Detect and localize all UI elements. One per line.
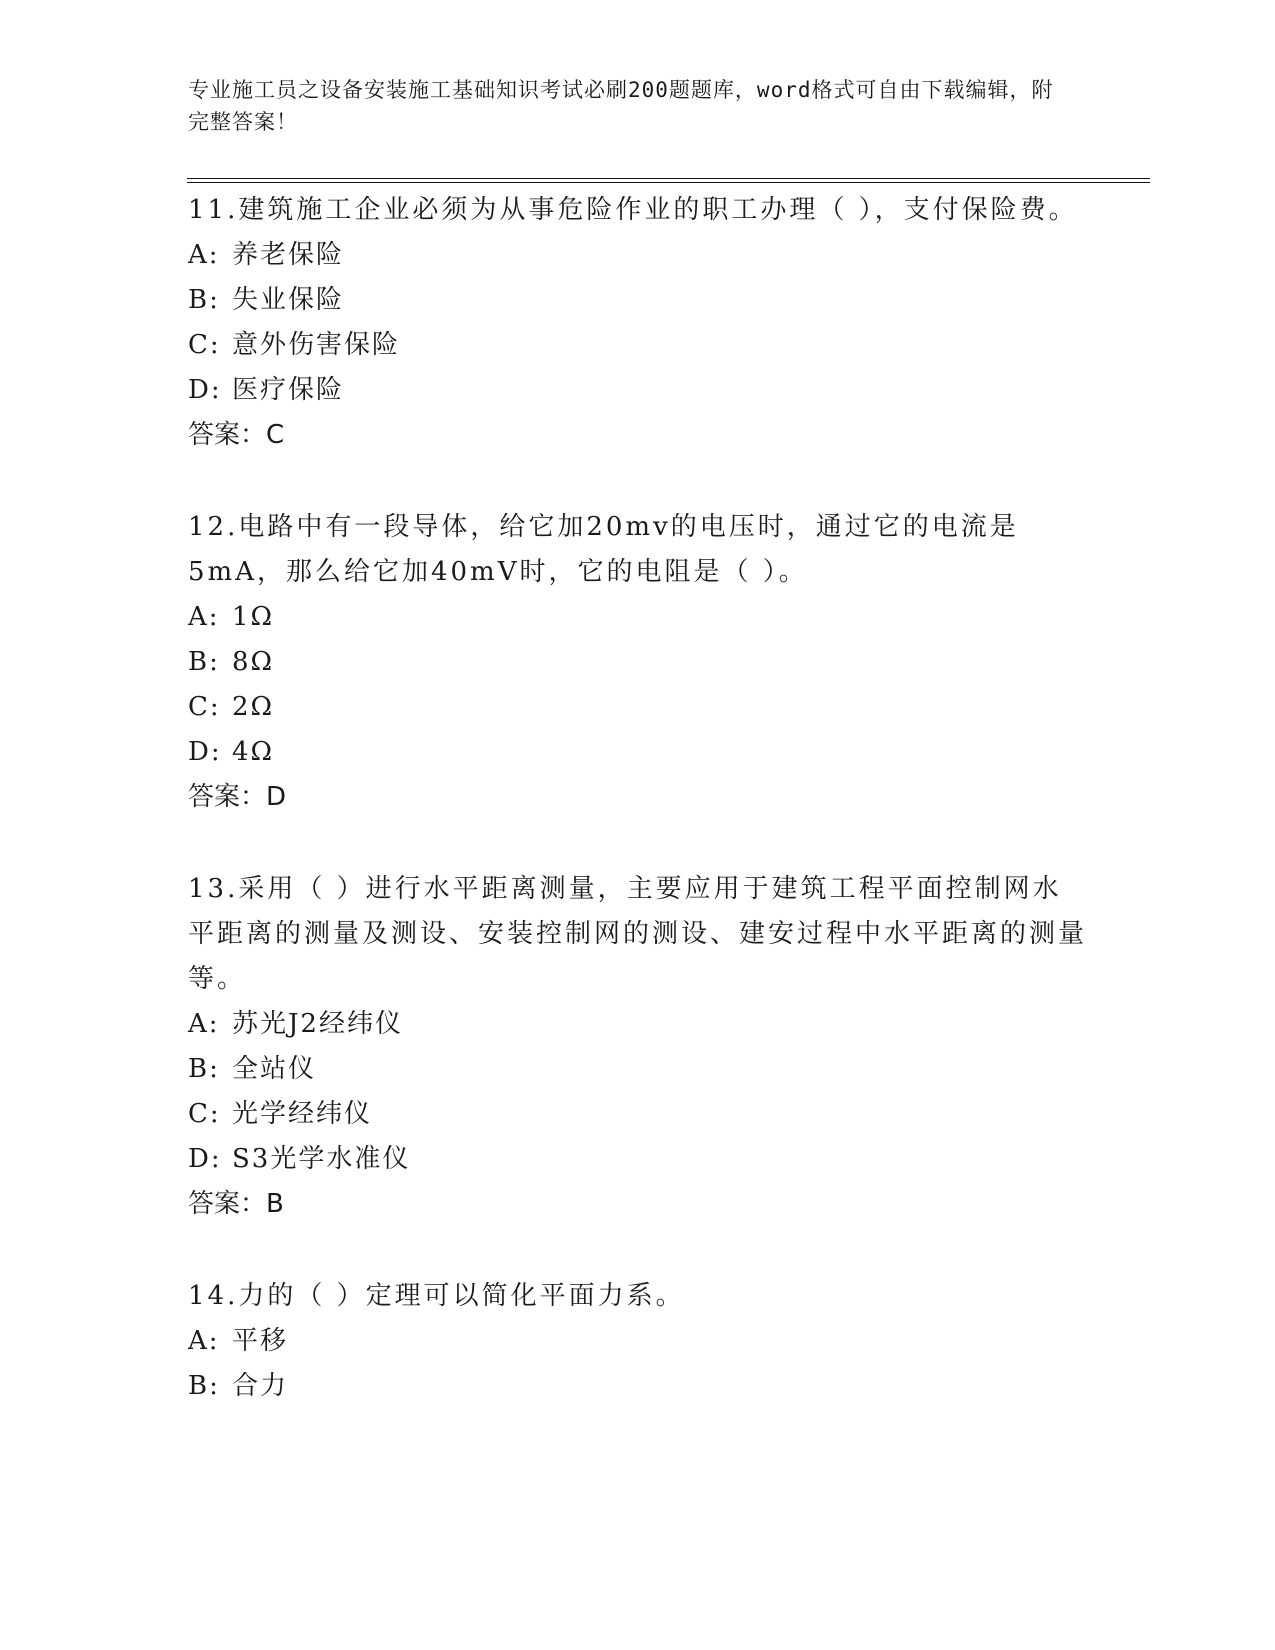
option-c [188,685,1088,730]
question-text: 12.电路中有一段导体，给它加20mv的电压时，通过它的电流是5mA，那么给它加40mV时，它的电阻是（ ）。 [188,512,1019,587]
option-a [188,1319,1088,1364]
question-text: 11.建筑施工企业必须为从事危险作业的职工办理（ ），支付保险费。 [188,195,1078,225]
option-label: D: [188,1144,222,1174]
answer-line: 答案：B [188,1189,284,1219]
option-c [188,1092,1088,1137]
option-text: 养老保险 [232,240,345,270]
answer-line: 答案：C [188,420,285,450]
option-text: 4Ω [232,737,275,767]
option-text: 失业保险 [232,285,345,315]
option-text: 平移 [232,1326,289,1356]
option-label: B: [188,1054,220,1084]
option-b [188,640,1088,685]
option-label: B: [188,647,220,677]
option-label: A: [188,602,220,632]
option-label: B: [188,285,220,315]
option-text: 8Ω [232,647,275,677]
option-d [188,1137,1088,1182]
option-text: 合力 [232,1371,289,1401]
option-label: A: [188,1009,220,1039]
option-b [188,278,1088,323]
option-d [188,730,1088,775]
option-text: 全站仪 [232,1054,317,1084]
option-label: C: [188,330,221,360]
option-label: C: [188,1099,221,1129]
option-d [188,368,1088,413]
option-label: A: [188,240,220,270]
question-14 [188,1274,1088,1409]
question-text: 14.力的（ ）定理可以简化平面力系。 [188,1281,685,1311]
option-b [188,1047,1088,1092]
option-label: D: [188,375,222,405]
question-11 [188,188,1088,458]
option-a [188,1002,1088,1047]
option-label: C: [188,692,221,722]
answer-line: 答案：D [188,782,287,812]
document-header: 专业施工员之设备安装施工基础知识考试必刷200题题库，word格式可自由下载编辑，附完整答案！ [188,78,1054,134]
header-divider [187,178,1150,183]
option-text: 2Ω [232,692,275,722]
option-label: A: [188,1326,220,1356]
option-text: 意外伤害保险 [232,330,401,360]
question-text: 13.采用（ ）进行水平距离测量，主要应用于建筑工程平面控制网水平距离的测量及测设、安装控制网的测设、建安过程中水平距离的测量等。 [188,874,1088,994]
option-text: 医疗保险 [232,375,345,405]
question-list [188,188,1088,1456]
option-a [188,233,1088,278]
option-text: 1Ω [232,602,275,632]
option-b [188,1364,1088,1409]
option-label: D: [188,737,222,767]
option-label: B: [188,1371,220,1401]
option-text: 光学经纬仪 [232,1099,373,1129]
option-a [188,595,1088,640]
option-text: S3光学水准仪 [232,1144,411,1174]
option-c [188,323,1088,368]
question-12 [188,505,1088,820]
question-13 [188,867,1088,1227]
option-text: 苏光J2经纬仪 [232,1009,403,1039]
